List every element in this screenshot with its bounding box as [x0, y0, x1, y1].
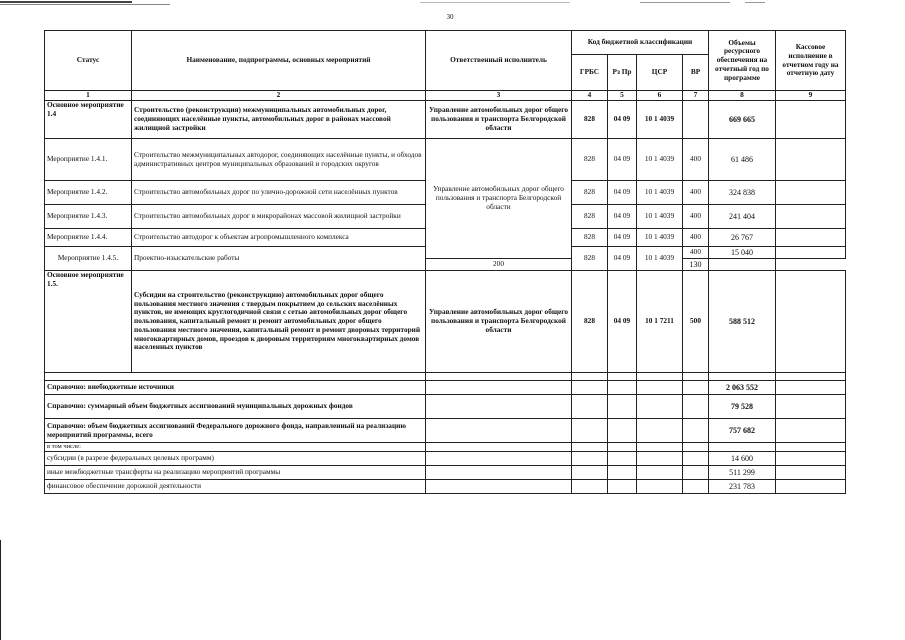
- budget-table: [44, 30, 846, 494]
- rzpr-cell: 04 09: [608, 271, 637, 373]
- status-cell: Мероприятие 1.4.1.: [45, 139, 132, 181]
- cash-cell: [776, 271, 846, 373]
- volume-cell: 15 040: [709, 247, 776, 259]
- table-row: [45, 381, 846, 395]
- csr-cell: 10 1 4039: [637, 139, 683, 181]
- rzpr-cell: 04 09: [608, 181, 637, 205]
- col-number: 6: [637, 91, 683, 101]
- header-volume: Объемы ресурсного обеспечения на отчетный год по программе: [709, 31, 776, 91]
- name-cell: Строительство автомобильных дорог в микрорайонах массовой жилищной застройки: [132, 205, 426, 229]
- vr-cell: 400: [683, 181, 709, 205]
- name-cell: Строительство автомобильных дорог по улично-дорожной сети населённых пунктов: [132, 181, 426, 205]
- status-cell: Мероприятие 1.4.2.: [45, 181, 132, 205]
- vr-cell: 400: [683, 229, 709, 247]
- table-row: [45, 271, 846, 373]
- col-number: 3: [426, 91, 572, 101]
- vr-cell: 400: [683, 247, 709, 259]
- name-cell: Строительство межмуниципальных автодорог, соединяющих населённые пункты, и обходов административных центров муниципальных образований и городских округов: [132, 139, 426, 181]
- grbs-cell: 828: [572, 247, 608, 271]
- ref-incl-label: в том числе:: [45, 443, 426, 452]
- cash-cell: [776, 101, 846, 139]
- grbs-cell: 828: [572, 205, 608, 229]
- table-row: [45, 443, 846, 452]
- ref-transfers-volume: 511 299: [709, 466, 776, 480]
- volume-cell: 241 404: [709, 205, 776, 229]
- rzpr-cell: 04 09: [608, 205, 637, 229]
- vr-cell: 200: [426, 259, 572, 271]
- header-rzpr: Рз Пр: [608, 55, 637, 91]
- status-cell: Основное мероприятие 1.5.: [45, 271, 132, 373]
- cash-cell: [776, 205, 846, 229]
- status-cell: Мероприятие 1.4.3.: [45, 205, 132, 229]
- header-cash: Кассовое исполнение в отчетном году на отчетную дату: [776, 31, 846, 91]
- col-number: 2: [132, 91, 426, 101]
- rzpr-cell: 04 09: [608, 139, 637, 181]
- ref-municipal-label: Справочно: суммарный объем бюджетных ассигнований муниципальных дорожных фондов: [45, 395, 426, 419]
- table-row: [45, 139, 846, 181]
- table-row: [45, 480, 846, 494]
- table-row: [45, 466, 846, 480]
- csr-cell: 10 1 4039: [637, 101, 683, 139]
- volume-cell: 324 838: [709, 181, 776, 205]
- col-number: 1: [45, 91, 132, 101]
- scan-top-marks: [0, 0, 905, 6]
- scan-edge: [0, 540, 1, 640]
- cash-cell: [776, 181, 846, 205]
- rzpr-cell: 04 09: [608, 247, 637, 271]
- table-row: [45, 395, 846, 419]
- vr-cell: [683, 101, 709, 139]
- header-status: Статус: [45, 31, 132, 91]
- rzpr-cell: 04 09: [608, 101, 637, 139]
- csr-cell: 10 1 4039: [637, 181, 683, 205]
- cash-cell: [776, 139, 846, 181]
- cash-cell: [776, 247, 846, 259]
- executor-cell: Управление автомобильных дорог общего пользования и транспорта Белгородской области: [426, 271, 572, 373]
- ref-offbudget-label: Справочно: внебюджетные источники: [45, 381, 426, 395]
- name-cell: Строительство (реконструкция) межмуниципальных автомобильных дорог, соединяющих населённые пункты, автомобильных дорог в районах массовой жилищной застройки: [132, 101, 426, 139]
- col-number: 8: [709, 91, 776, 101]
- name-cell: Субсидии на строительство (реконструкцию) автомобильных дорог общего пользования местного значения с твердым покрытием до сельских населённых пунктов, не имеющих круглогодичной связи с сетью автомобильных дорог общего пользования, капитальный ремонт и ремонт автомобильных дорог общего пользования местного значения, капитальный ремонт и ремонт дворовых территорий многоквартирных домов, проездов к дворовым территориям многоквартирных домов населенных пунктов: [132, 271, 426, 373]
- ref-offbudget-volume: 2 063 552: [709, 381, 776, 395]
- table-row: [45, 373, 846, 381]
- grbs-cell: 828: [572, 229, 608, 247]
- ref-federal-volume: 757 682: [709, 419, 776, 443]
- ref-subsidies-volume: 14 600: [709, 452, 776, 466]
- col-number: 5: [608, 91, 637, 101]
- header-csr: ЦСР: [637, 55, 683, 91]
- csr-cell: 10 1 7211: [637, 271, 683, 373]
- csr-cell: 10 1 4039: [637, 229, 683, 247]
- grbs-cell: 828: [572, 101, 608, 139]
- cash-cell: [709, 259, 776, 271]
- page-number: 30: [446, 13, 454, 21]
- rzpr-cell: 04 09: [608, 229, 637, 247]
- vr-cell: 400: [683, 139, 709, 181]
- name-cell: Проектно-изыскательские работы: [132, 247, 426, 271]
- name-cell: Строительство автодорог к объектам агропромышленного комплекса: [132, 229, 426, 247]
- ref-federal-label: Справочно: объем бюджетных ассигнований Федерального дорожного фонда, направленный на реализацию мероприятий программы, всего: [45, 419, 426, 443]
- status-cell: Мероприятие 1.4.5.: [45, 247, 132, 271]
- csr-cell: 10 1 4039: [637, 247, 683, 271]
- ref-transfers-label: иные межбюджетные трансферты на реализацию мероприятий программы: [45, 466, 426, 480]
- col-number: 7: [683, 91, 709, 101]
- status-cell: Мероприятие 1.4.4.: [45, 229, 132, 247]
- col-number: 4: [572, 91, 608, 101]
- cash-cell: [776, 229, 846, 247]
- csr-cell: 10 1 4039: [637, 205, 683, 229]
- grbs-cell: 828: [572, 181, 608, 205]
- volume-cell: 669 665: [709, 101, 776, 139]
- header-vr: ВР: [683, 55, 709, 91]
- vr-cell: 500: [683, 271, 709, 373]
- ref-finance-volume: 231 783: [709, 480, 776, 494]
- table-row: [45, 419, 846, 443]
- ref-finance-label: финансовое обеспечение дорожной деятельности: [45, 480, 426, 494]
- header-executor: Ответственный исполнитель: [426, 31, 572, 91]
- executor-cell: Управление автомобильных дорог общего пользования и транспорта Белгородской области: [426, 139, 572, 259]
- volume-cell: 130: [683, 259, 709, 271]
- grbs-cell: 828: [572, 139, 608, 181]
- volume-cell: 588 512: [709, 271, 776, 373]
- header-budget-code: Код бюджетной классификации: [572, 31, 709, 55]
- status-cell: Основное мероприятие 1.4: [45, 101, 132, 139]
- header-name: Наименование, подпрограммы, основных мероприятий: [132, 31, 426, 91]
- table-row: [45, 452, 846, 466]
- executor-cell: Управление автомобильных дорог общего пользования и транспорта Белгородской области: [426, 101, 572, 139]
- ref-subsidies-label: субсидии (в разрезе федеральных целевых программ): [45, 452, 426, 466]
- header-grbs: ГРБС: [572, 55, 608, 91]
- col-number: 9: [776, 91, 846, 101]
- table-row: [45, 101, 846, 139]
- vr-cell: 400: [683, 205, 709, 229]
- ref-municipal-volume: 79 528: [709, 395, 776, 419]
- grbs-cell: 828: [572, 271, 608, 373]
- volume-cell: 26 767: [709, 229, 776, 247]
- volume-cell: 61 486: [709, 139, 776, 181]
